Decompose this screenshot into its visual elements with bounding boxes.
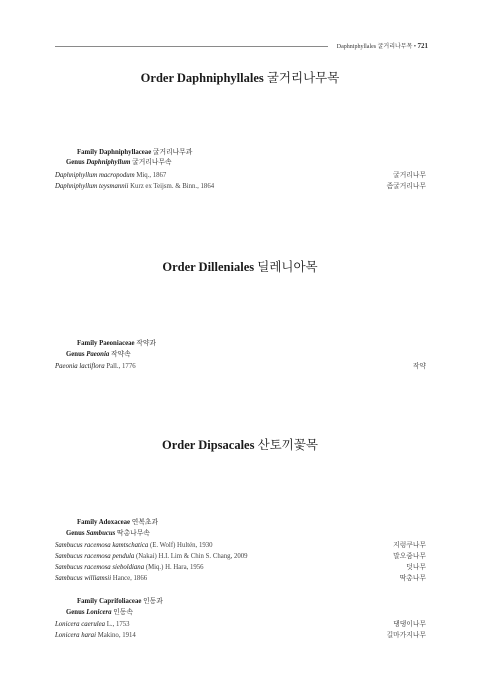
header-text	[337, 40, 428, 53]
species-authority: L., 1753	[106, 621, 130, 628]
species-name: Paeonia lactiflora	[55, 363, 105, 370]
genus-prefix: Genus	[66, 609, 85, 616]
species-name: Lonicera caerulea	[55, 621, 106, 628]
order-latin: Order Dilleniales	[162, 260, 255, 274]
species-korean-name: 덧나무	[406, 564, 426, 571]
family-latin: Family Adoxaceae	[77, 519, 131, 526]
species-korean-name: 지렁쿠나무	[393, 542, 426, 549]
genus-prefix: Genus	[66, 351, 85, 358]
species-korean-name: 좀굴거리나무	[386, 183, 426, 190]
species-scientific	[55, 574, 147, 583]
species-name: Daphniphyllum macropodum	[55, 172, 135, 179]
family-latin: Family Daphniphyllaceae	[77, 149, 152, 156]
species-row	[55, 631, 426, 640]
species-authority: Makino, 1914	[97, 632, 136, 639]
genus-korean: 인동속	[113, 609, 133, 616]
family-korean: 연복초과	[131, 519, 159, 526]
family-korean: 굴거리나무과	[152, 149, 193, 156]
species-authority: Kurz ex Teijsm. & Binn., 1864	[130, 183, 215, 190]
species-scientific	[55, 563, 204, 572]
species-name: Sambucus racemosa sieboldiana	[55, 564, 145, 571]
species-scientific	[55, 171, 166, 180]
running-header	[55, 40, 428, 52]
species-row	[55, 552, 426, 561]
species-row	[55, 362, 426, 371]
order-title-daphniphyllales	[0, 68, 480, 86]
family-latin: Family Paeoniaceae	[77, 340, 135, 347]
species-row	[55, 574, 426, 583]
genus-heading-paeonia	[66, 350, 131, 359]
order-korean: 산토끼꽃목	[257, 438, 318, 452]
family-heading-daphniphyllaceae	[77, 148, 192, 157]
species-scientific	[55, 362, 136, 371]
family-heading-adoxaceae	[77, 518, 158, 527]
species-korean-name: 작약	[412, 363, 426, 370]
genus-korean: 딱총나무속	[117, 530, 150, 537]
order-korean: 딜레니아목	[257, 260, 318, 274]
species-authority: (Miq.) H. Hara, 1956	[145, 564, 204, 571]
genus-latin: Sambucus	[86, 530, 116, 537]
order-latin: Order Dipsacales	[162, 438, 255, 452]
genus-heading-daphniphyllum	[66, 158, 172, 167]
order-latin: Order Daphniphyllales	[140, 71, 264, 85]
species-row	[55, 171, 426, 180]
species-name: Sambucus williamsii	[55, 575, 112, 582]
genus-latin: Daphniphyllum	[86, 159, 131, 166]
genus-latin: Paeonia	[86, 351, 110, 358]
species-name: Sambucus racemosa kamtschatica	[55, 542, 149, 549]
header-rule	[55, 46, 328, 47]
species-authority: (E. Wolf) Hultén, 1930	[149, 542, 213, 549]
family-korean: 작약과	[136, 340, 156, 347]
order-title-dipsacales	[0, 435, 480, 453]
genus-korean: 굴거리나무속	[132, 159, 172, 166]
species-row	[55, 620, 426, 629]
species-scientific	[55, 541, 213, 550]
species-row	[55, 182, 426, 191]
species-authority: Hance, 1866	[112, 575, 148, 582]
genus-heading-sambucus	[66, 529, 150, 538]
species-scientific	[55, 620, 130, 629]
family-heading-paeoniaceae	[77, 339, 156, 348]
genus-prefix: Genus	[66, 530, 85, 537]
family-korean: 인동과	[143, 598, 163, 605]
header-bullet: •	[413, 44, 416, 50]
species-row	[55, 563, 426, 572]
species-korean-name: 굴거리나무	[393, 172, 426, 179]
family-latin: Family Caprifoliaceae	[77, 598, 142, 605]
genus-heading-lonicera	[66, 608, 133, 617]
running-title: Daphniphyllales 굴거리나무목	[336, 44, 413, 50]
genus-prefix: Genus	[66, 159, 85, 166]
species-name: Sambucus racemosa pendula	[55, 553, 135, 560]
species-authority: (Nakai) H.I. Lim & Chin S. Chang, 2009	[136, 553, 248, 560]
family-heading-caprifoliaceae	[77, 597, 163, 606]
species-authority: Pall., 1776	[106, 363, 136, 370]
species-name: Daphniphyllum teysmannii	[55, 183, 129, 190]
species-authority: Miq., 1867	[136, 172, 167, 179]
species-korean-name: 댕댕이나무	[393, 621, 426, 628]
species-korean-name: 길마가지나무	[386, 632, 426, 639]
species-scientific	[55, 552, 248, 561]
order-korean: 굴거리나무목	[266, 71, 340, 85]
species-korean-name: 말오줌나무	[393, 553, 426, 560]
species-row	[55, 541, 426, 550]
page-number: 721	[417, 42, 428, 50]
species-korean-name: 딱총나무	[399, 575, 426, 582]
genus-korean: 작약속	[110, 351, 131, 358]
species-scientific	[55, 182, 214, 191]
species-name: Lonicera harai	[55, 632, 96, 639]
species-scientific	[55, 631, 136, 640]
order-title-dilleniales	[0, 257, 480, 275]
genus-latin: Lonicera	[86, 609, 112, 616]
